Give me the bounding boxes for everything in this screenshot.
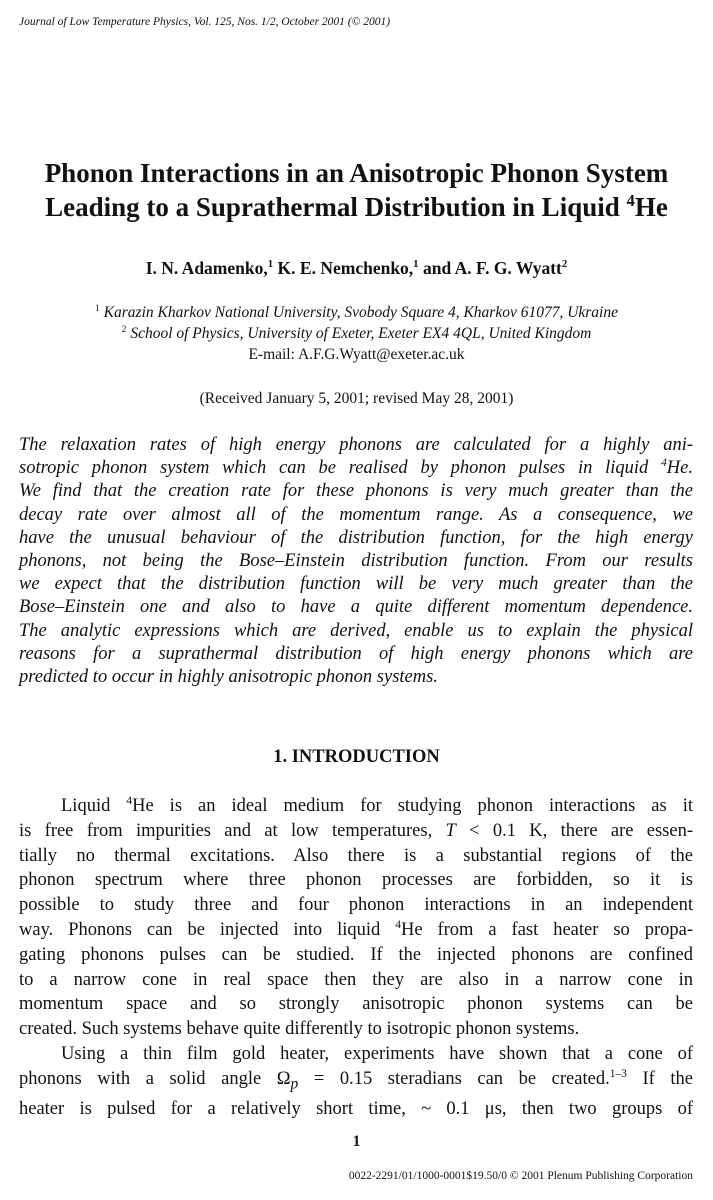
body-line: phonon spectrum where three phonon processes are forbidden, so it is [19,870,693,891]
page-number: 1 [352,1133,361,1150]
abstract-line: we expect that the distribution function will be very much greater than the [19,574,693,595]
body-line: phonons with a solid angle $\Omega_p = 0.15$ steradians can be created.$^{1-3}$ If the [19,1067,694,1093]
body-line: possible to study three and four phonon interactions in an independent [19,895,693,916]
body-line: heater is pulsed for a relatively short time, ~ 0.1 μs, then two groups of [19,1099,693,1120]
abstract-line: have the unusual behaviour of the distribution function, for the high energy [19,527,693,548]
abstract [19,434,693,689]
author-list: I. N. Adamenko,$^1$ K. E. Nemchenko,$^1$ and A. F. G. Wyatt$^2$ [145,258,568,278]
body-line: created. Such systems behave quite differently to isotropic phonon systems. [19,1019,580,1040]
section-heading-introduction: 1. INTRODUCTION [273,747,440,767]
body-line: Using a thin film gold heater, experiments have shown that a cone of [61,1043,693,1064]
received-dates: (Received January 5, 2001; revised May 28, 2001) [199,390,514,407]
title-line-1: Phonon Interactions in an Anisotropic Phonon System [44,158,669,188]
paper-title [0,156,713,224]
body-line: is free from impurities and at low temperatures, T < 0.1 K, there are essen- [19,820,693,841]
affiliation-2: $^2$ School of Physics, University of Exeter, Exeter EX4 4QL, United Kingdom [121,323,592,342]
affiliations [0,302,713,365]
abstract-line: decay rate over almost all of the momentum range. As a consequence, we [19,504,693,525]
body-line: Liquid $^4$He is an ideal medium for studying phonon interactions as it [61,794,693,816]
abstract-line: predicted to occur in highly anisotropic phonon systems. [19,667,438,688]
body-line: way. Phonons can be injected into liquid $^4$He from a fast heater so propa- [19,918,694,940]
abstract-line: Bose–Einstein one and also to have a quite different momentum dependence. [19,597,693,618]
body-line: tially no thermal excitations. Also there is a substantial regions of the [19,845,693,866]
abstract-line: reasons for a suprathermal distribution of high energy phonons which are [19,643,693,664]
abstract-line: The analytic expressions which are derived, enable us to explain the physical [19,620,693,641]
affiliation-1: $^1$ Karazin Kharkov National University, Svobody Square 4, Kharkov 61077, Ukraine [95,302,618,321]
copyright-footer: 0022-2291/01/1000-0001$19.50/0 © 2001 Plenum Publishing Corporation [348,1170,693,1182]
author-email: E-mail: A.F.G.Wyatt@exeter.ac.uk [248,346,465,363]
abstract-line: We find that the creation rate for these phonons is very much greater than the [19,481,693,502]
title-line-2: Leading to a Suprathermal Distribution in Liquid $^4$He [45,191,668,222]
body-line: momentum space and so strongly anisotropic phonon systems can be [19,994,693,1015]
body-line: gating phonons pulses can be studied. If the injected phonons are confined [19,944,693,965]
abstract-line: The relaxation rates of high energy phonons are calculated for a highly ani- [19,435,693,455]
abstract-line: sotropic phonon system which can be realised by phonon pulses in liquid $^4$He. [19,457,693,479]
body-line: to a narrow cone in real space then they are also in a narrow cone in [19,969,693,990]
journal-header: Journal of Low Temperature Physics, Vol. 125, Nos. 1/2, October 2001 (© 2001) [19,16,391,28]
abstract-line: phonons, not being the Bose–Einstein distribution function. From our results [19,551,693,572]
introduction-body [19,794,693,1122]
